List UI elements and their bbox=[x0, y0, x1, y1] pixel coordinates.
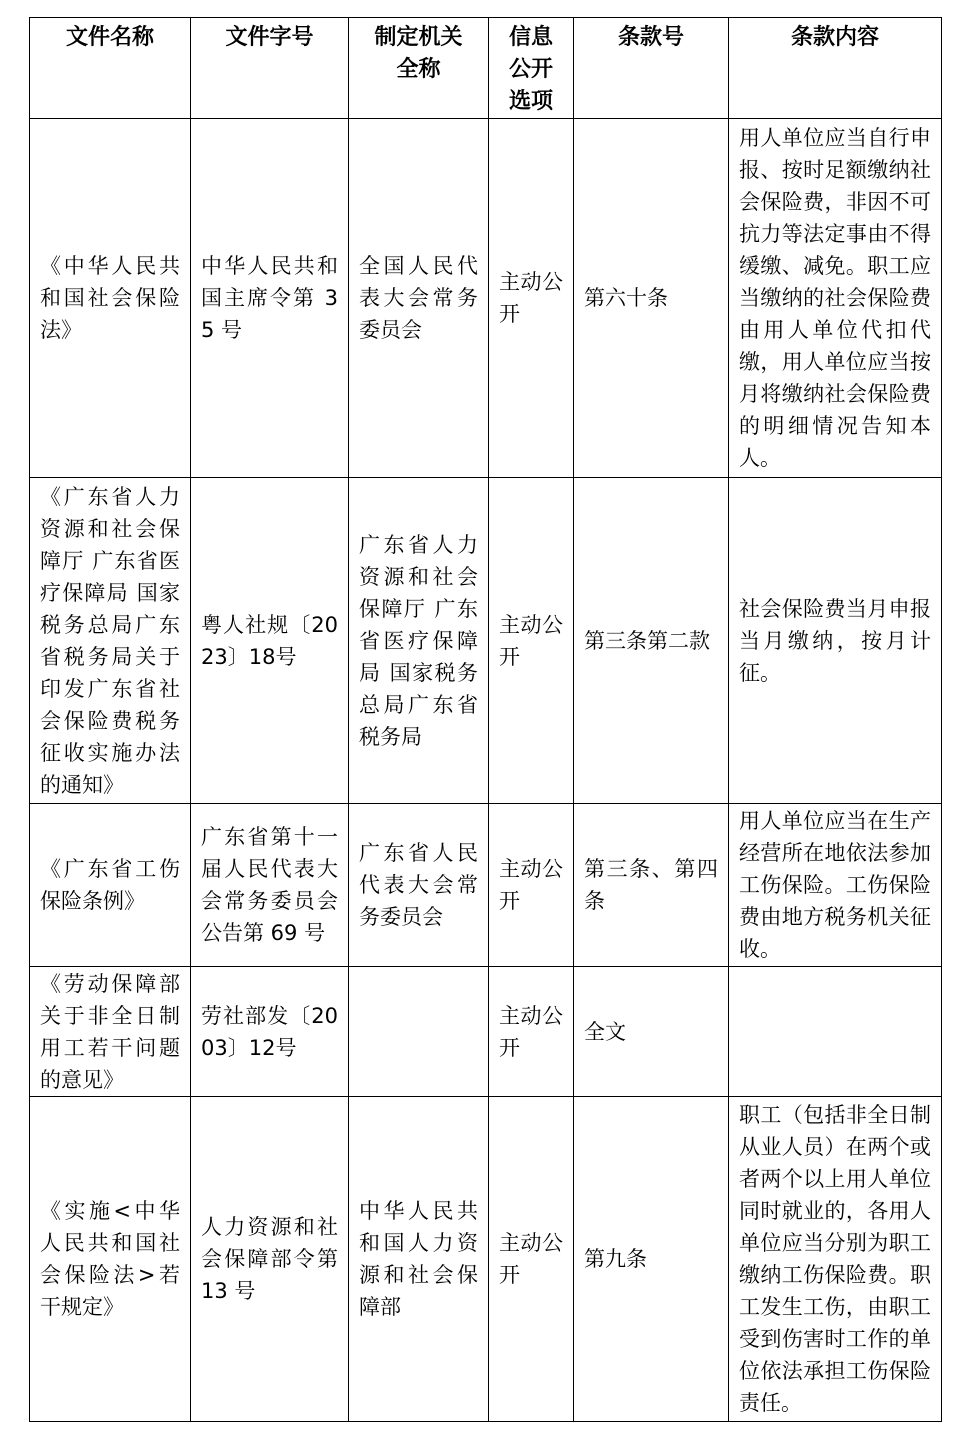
cell-file-name: 《实施<中华人民共和国社会保险法>若干规定》 bbox=[30, 1097, 191, 1422]
cell-authority: 广东省人力资源和社会保障厅 广东省医疗保障局 国家税务总局广东省税务局 bbox=[349, 478, 489, 804]
cell-clause: 全文 bbox=[574, 967, 729, 1097]
cell-authority: 全国人民代表大会常务委员会 bbox=[349, 119, 489, 478]
header-line: 文件字号 bbox=[225, 25, 314, 50]
cell-authority bbox=[349, 967, 489, 1097]
header-file-name bbox=[30, 18, 191, 119]
cell-file-name: 《劳动保障部关于非全日制用工若干问题的意见》 bbox=[30, 967, 191, 1097]
cell-disclosure: 主动公开 bbox=[489, 119, 574, 478]
cell-file-name: 《中华人民共和国社会保险法》 bbox=[30, 119, 191, 478]
header-file-number bbox=[191, 18, 349, 119]
header-line: 条款号 bbox=[617, 25, 684, 50]
cell-clause: 第九条 bbox=[574, 1097, 729, 1422]
header-line: 全称 bbox=[396, 57, 441, 82]
header-line: 条款内容 bbox=[790, 25, 879, 50]
cell-authority: 中华人民共和国人力资源和社会保障部 bbox=[349, 1097, 489, 1422]
cell-content: 用人单位应当自行申报、按时足额缴纳社会保险费，非因不可抗力等法定事由不得缓缴、减免。职工应当缴纳的社会保险费由用人单位代扣代缴，用人单位应当按月将缴纳社会保险费的明细情况告知本人。 bbox=[729, 119, 942, 478]
table-row bbox=[30, 967, 942, 1097]
cell-disclosure: 主动公开 bbox=[489, 478, 574, 804]
cell-file-number: 人力资源和社会保障部令第 13 号 bbox=[191, 1097, 349, 1422]
header-line: 制定机关 bbox=[374, 25, 463, 50]
table-row bbox=[30, 1097, 942, 1422]
header-line: 选项 bbox=[508, 89, 553, 114]
cell-content: 用人单位应当在生产经营所在地依法参加工伤保险。工伤保险费由地方税务机关征收。 bbox=[729, 804, 942, 967]
header-content bbox=[729, 18, 942, 119]
cell-file-number: 中华人民共和国主席令第 35 号 bbox=[191, 119, 349, 478]
cell-content: 社会保险费当月申报当月缴纳，按月计征。 bbox=[729, 478, 942, 804]
header-authority bbox=[349, 18, 489, 119]
cell-file-number: 粤人社规〔2023〕18号 bbox=[191, 478, 349, 804]
cell-file-number: 广东省第十一届人民代表大会常务委员会公告第 69 号 bbox=[191, 804, 349, 967]
table-row bbox=[30, 804, 942, 967]
table-header-row bbox=[30, 18, 942, 119]
header-line: 信息 bbox=[508, 25, 553, 50]
cell-clause: 第六十条 bbox=[574, 119, 729, 478]
table-row bbox=[30, 119, 942, 478]
table-row bbox=[30, 478, 942, 804]
cell-authority: 广东省人民代表大会常务委员会 bbox=[349, 804, 489, 967]
regulation-table bbox=[29, 17, 942, 1422]
cell-file-name: 《广东省人力资源和社会保障厅 广东省医疗保障局 国家税务总局广东省税务局关于印发广东省社会保险费税务征收实施办法的通知》 bbox=[30, 478, 191, 804]
cell-disclosure: 主动公开 bbox=[489, 804, 574, 967]
cell-content bbox=[729, 967, 942, 1097]
header-line: 公开 bbox=[508, 57, 553, 82]
header-line: 文件名称 bbox=[65, 25, 154, 50]
cell-clause: 第三条第二款 bbox=[574, 478, 729, 804]
cell-disclosure: 主动公开 bbox=[489, 1097, 574, 1422]
cell-content: 职工（包括非全日制从业人员）在两个或者两个以上用人单位同时就业的，各用人单位应当分别为职工缴纳工伤保险费。职工发生工伤，由职工受到伤害时工作的单位依法承担工伤保险责任。 bbox=[729, 1097, 942, 1422]
header-clause bbox=[574, 18, 729, 119]
cell-file-number: 劳社部发〔2003〕12号 bbox=[191, 967, 349, 1097]
header-disclosure bbox=[489, 18, 574, 119]
cell-disclosure: 主动公开 bbox=[489, 967, 574, 1097]
cell-file-name: 《广东省工伤保险条例》 bbox=[30, 804, 191, 967]
cell-clause: 第三条、第四条 bbox=[574, 804, 729, 967]
